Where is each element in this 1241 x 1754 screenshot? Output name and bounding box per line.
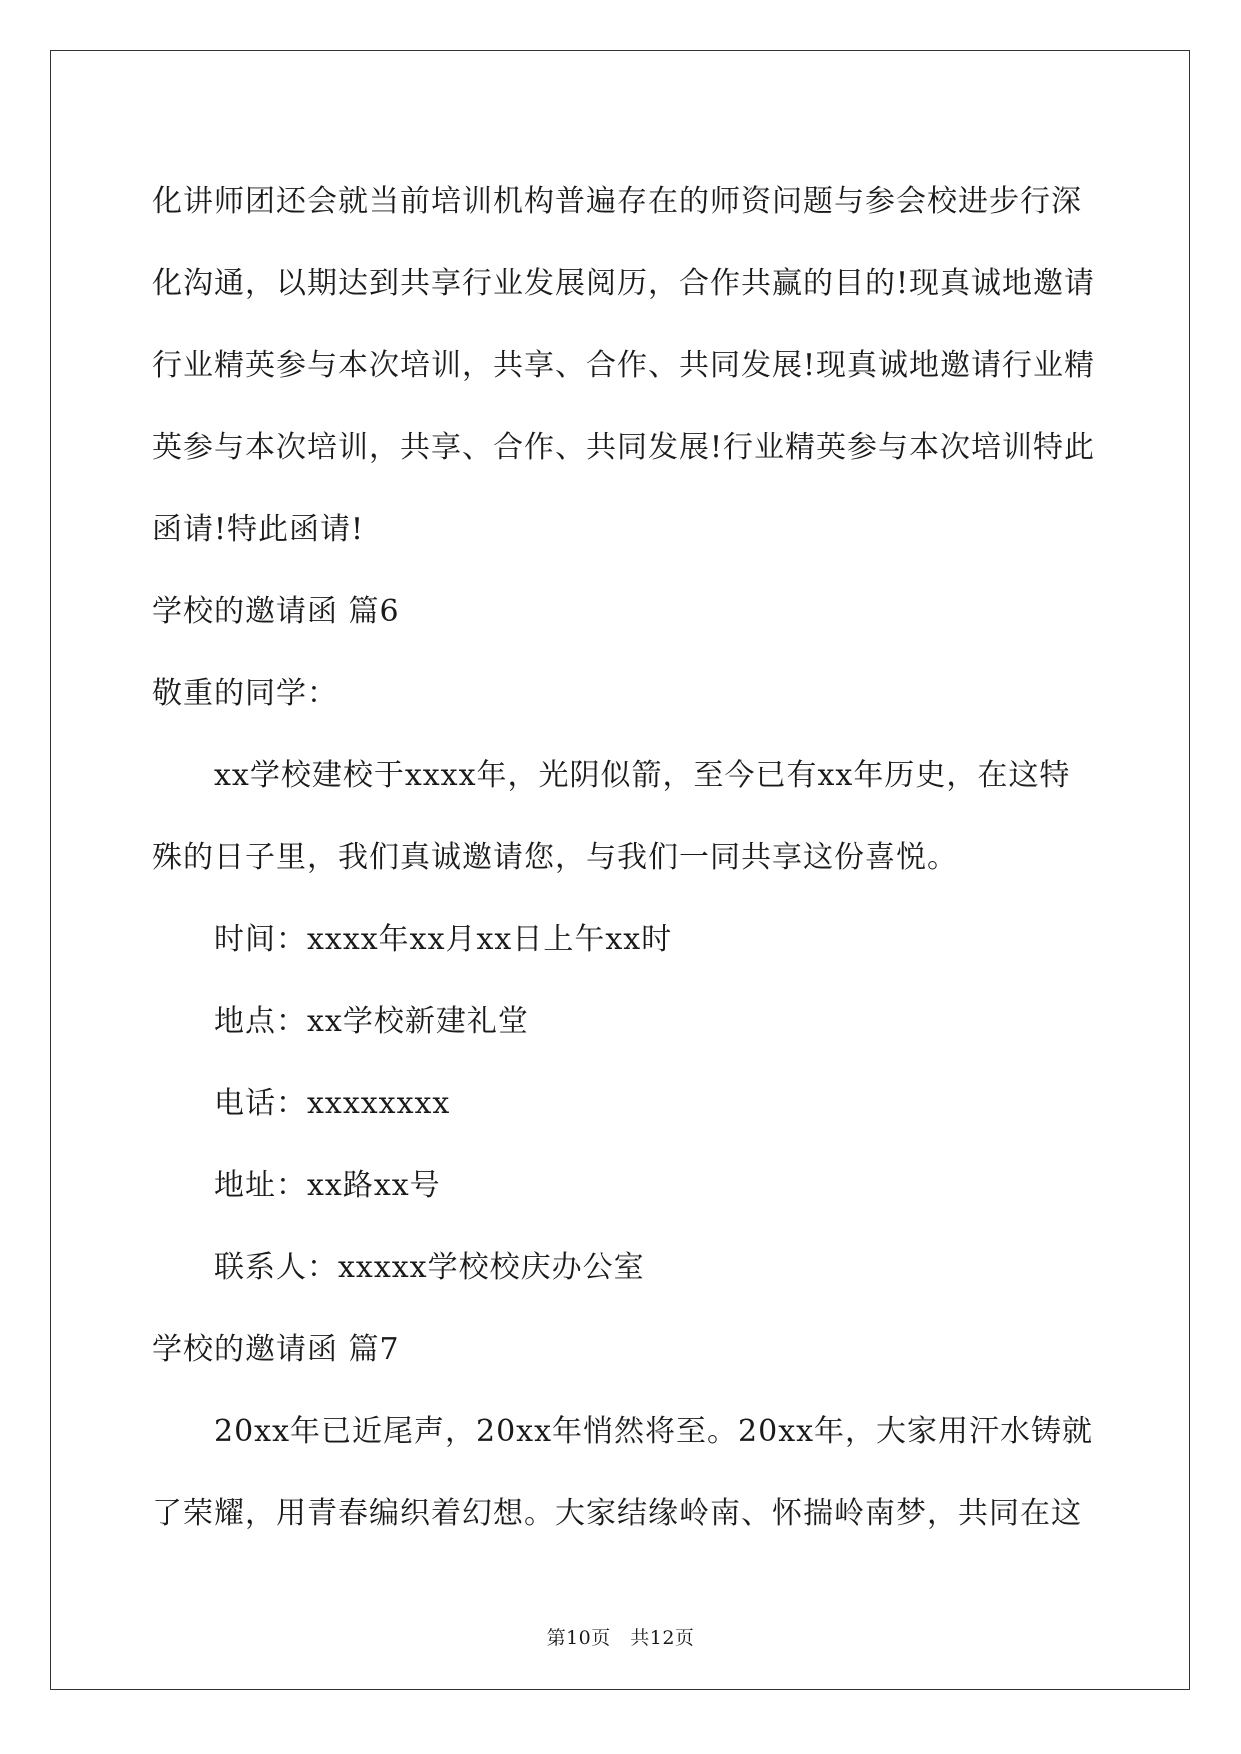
salutation: 敬重的同学： xyxy=(152,676,338,711)
phone-detail: 电话：xxxxxxxx xyxy=(214,1086,451,1121)
document-body xyxy=(152,161,1096,1555)
paragraph-line: 函请!特此函请! xyxy=(152,512,365,547)
paragraph-line: 英参与本次培训，共享、合作、共同发展!行业精英参与本次培训特此 xyxy=(152,430,1096,465)
address-detail: 地址：xx路xx号 xyxy=(214,1168,441,1203)
paragraph-line: 行业精英参与本次培训，共享、合作、共同发展!现真诚地邀请行业精 xyxy=(152,348,1096,383)
page-number: 第10页 共12页 xyxy=(546,1627,695,1649)
paragraph-line: 20xx年已近尾声，20xx年悄然将至。20xx年，大家用汗水铸就 xyxy=(214,1414,1094,1449)
paragraph-line: 殊的日子里，我们真诚邀请您，与我们一同共享这份喜悦。 xyxy=(152,840,958,875)
paragraph-line: xx学校建校于xxxx年，光阴似箭，至今已有xx年历史，在这特 xyxy=(214,758,1071,793)
contact-detail: 联系人：xxxxx学校校庆办公室 xyxy=(214,1250,645,1285)
section-heading: 学校的邀请函 篇7 xyxy=(152,1332,400,1367)
time-detail: 时间：xxxx年xx月xx日上午xx时 xyxy=(214,922,673,957)
location-detail: 地点：xx学校新建礼堂 xyxy=(214,1004,529,1039)
paragraph-line: 化讲师团还会就当前培训机构普遍存在的师资问题与参会校进步行深 xyxy=(152,184,1082,219)
section-heading: 学校的邀请函 篇6 xyxy=(152,594,400,629)
paragraph-line: 化沟通，以期达到共享行业发展阅历，合作共赢的目的!现真诚地邀请 xyxy=(152,266,1096,301)
paragraph-line: 了荣耀，用青春编织着幻想。大家结缘岭南、怀揣岭南梦，共同在这 xyxy=(152,1496,1082,1531)
